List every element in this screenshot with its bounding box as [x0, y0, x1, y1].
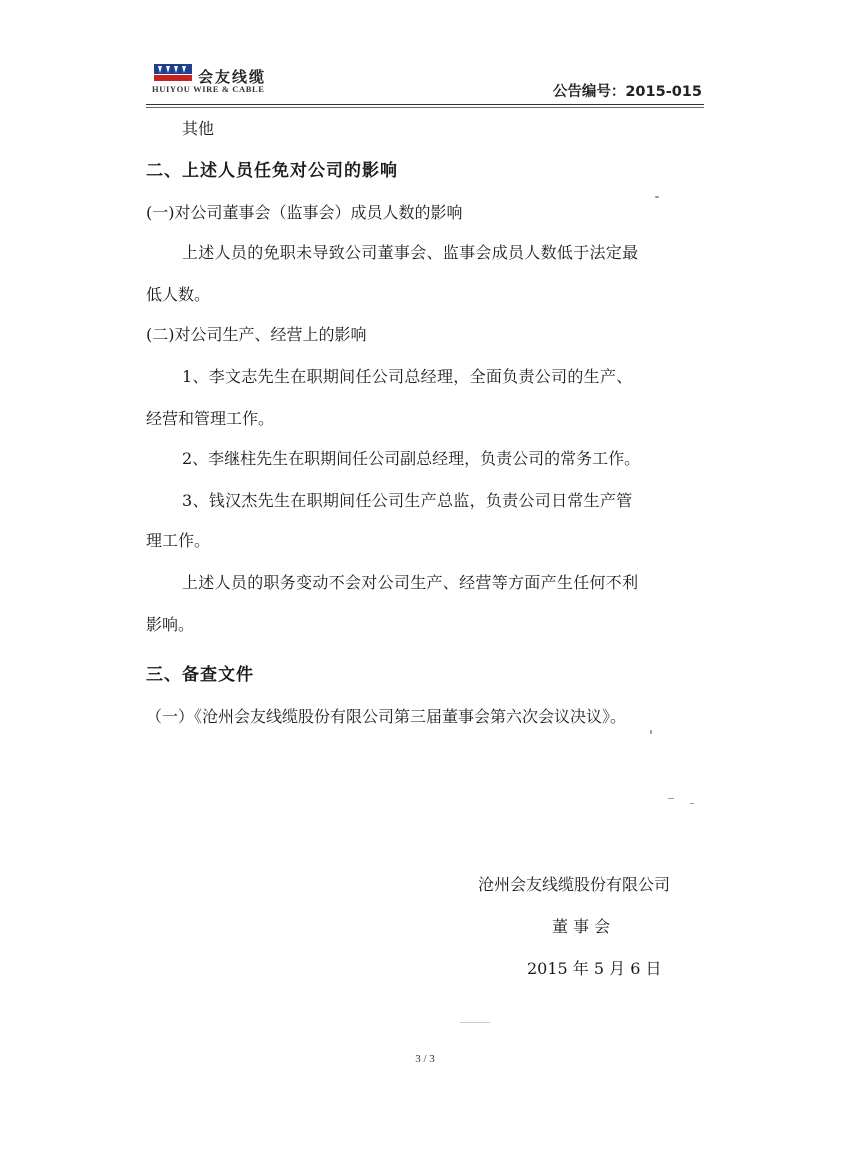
- section-heading-3: 三、备查文件: [146, 665, 254, 685]
- list-item-continued: 理工作。: [146, 531, 211, 550]
- list-item: 3、钱汉杰先生在职期间任公司生产总监，负责公司日常生产管: [182, 491, 633, 510]
- scan-speck: [690, 803, 694, 804]
- section-heading-2: 二、上述人员任免对公司的影响: [146, 161, 398, 181]
- paragraph-line: 影响。: [146, 615, 195, 634]
- scan-speck: [655, 196, 659, 198]
- paragraph-line: 上述人员的职务变动不会对公司生产、经营等方面产生任何不利: [182, 573, 639, 592]
- signature-date: 2015 年 5 月 6 日: [527, 959, 662, 978]
- signature-company: 沧州会友线缆股份有限公司: [478, 875, 671, 894]
- page-number: 3 / 3: [415, 1053, 435, 1065]
- text-line: 其他: [182, 119, 215, 138]
- paragraph-line: 上述人员的免职未导致公司董事会、监事会成员人数低于法定最: [182, 243, 639, 262]
- list-item: 1、李文志先生在职期间任公司总经理，全面负责公司的生产、: [182, 367, 633, 386]
- logo-english-name: HUIYOU WIRE & CABLE: [152, 84, 265, 94]
- header-rule-thin: [146, 107, 704, 108]
- announcement-number-value: 2015-015: [625, 84, 702, 100]
- announcement-number-label: 公告编号：: [552, 84, 626, 100]
- scan-speck: [668, 798, 674, 799]
- subsection-heading: (一)对公司董事会（监事会）成员人数的影响: [146, 203, 463, 222]
- list-item-continued: 经营和管理工作。: [146, 409, 275, 428]
- scan-speck: [650, 730, 652, 734]
- signature-board: 董 事 会: [552, 917, 611, 936]
- company-logo: [152, 62, 297, 96]
- list-item: 2、李继柱先生在职期间任公司副总经理，负责公司的常务工作。: [182, 449, 641, 468]
- logo-chinese-name: 会友线缆: [198, 68, 267, 86]
- announcement-number: [553, 80, 702, 101]
- paragraph-line: 低人数。: [146, 285, 211, 304]
- subsection-heading: (二)对公司生产、经营上的影响: [146, 325, 367, 344]
- scan-speck: [460, 1022, 490, 1023]
- logo-mark-icon: [152, 62, 196, 84]
- header-rule: [146, 104, 704, 105]
- reference-document: （一）《沧州会友线缆股份有限公司第三届董事会第六次会议决议》。: [146, 707, 627, 726]
